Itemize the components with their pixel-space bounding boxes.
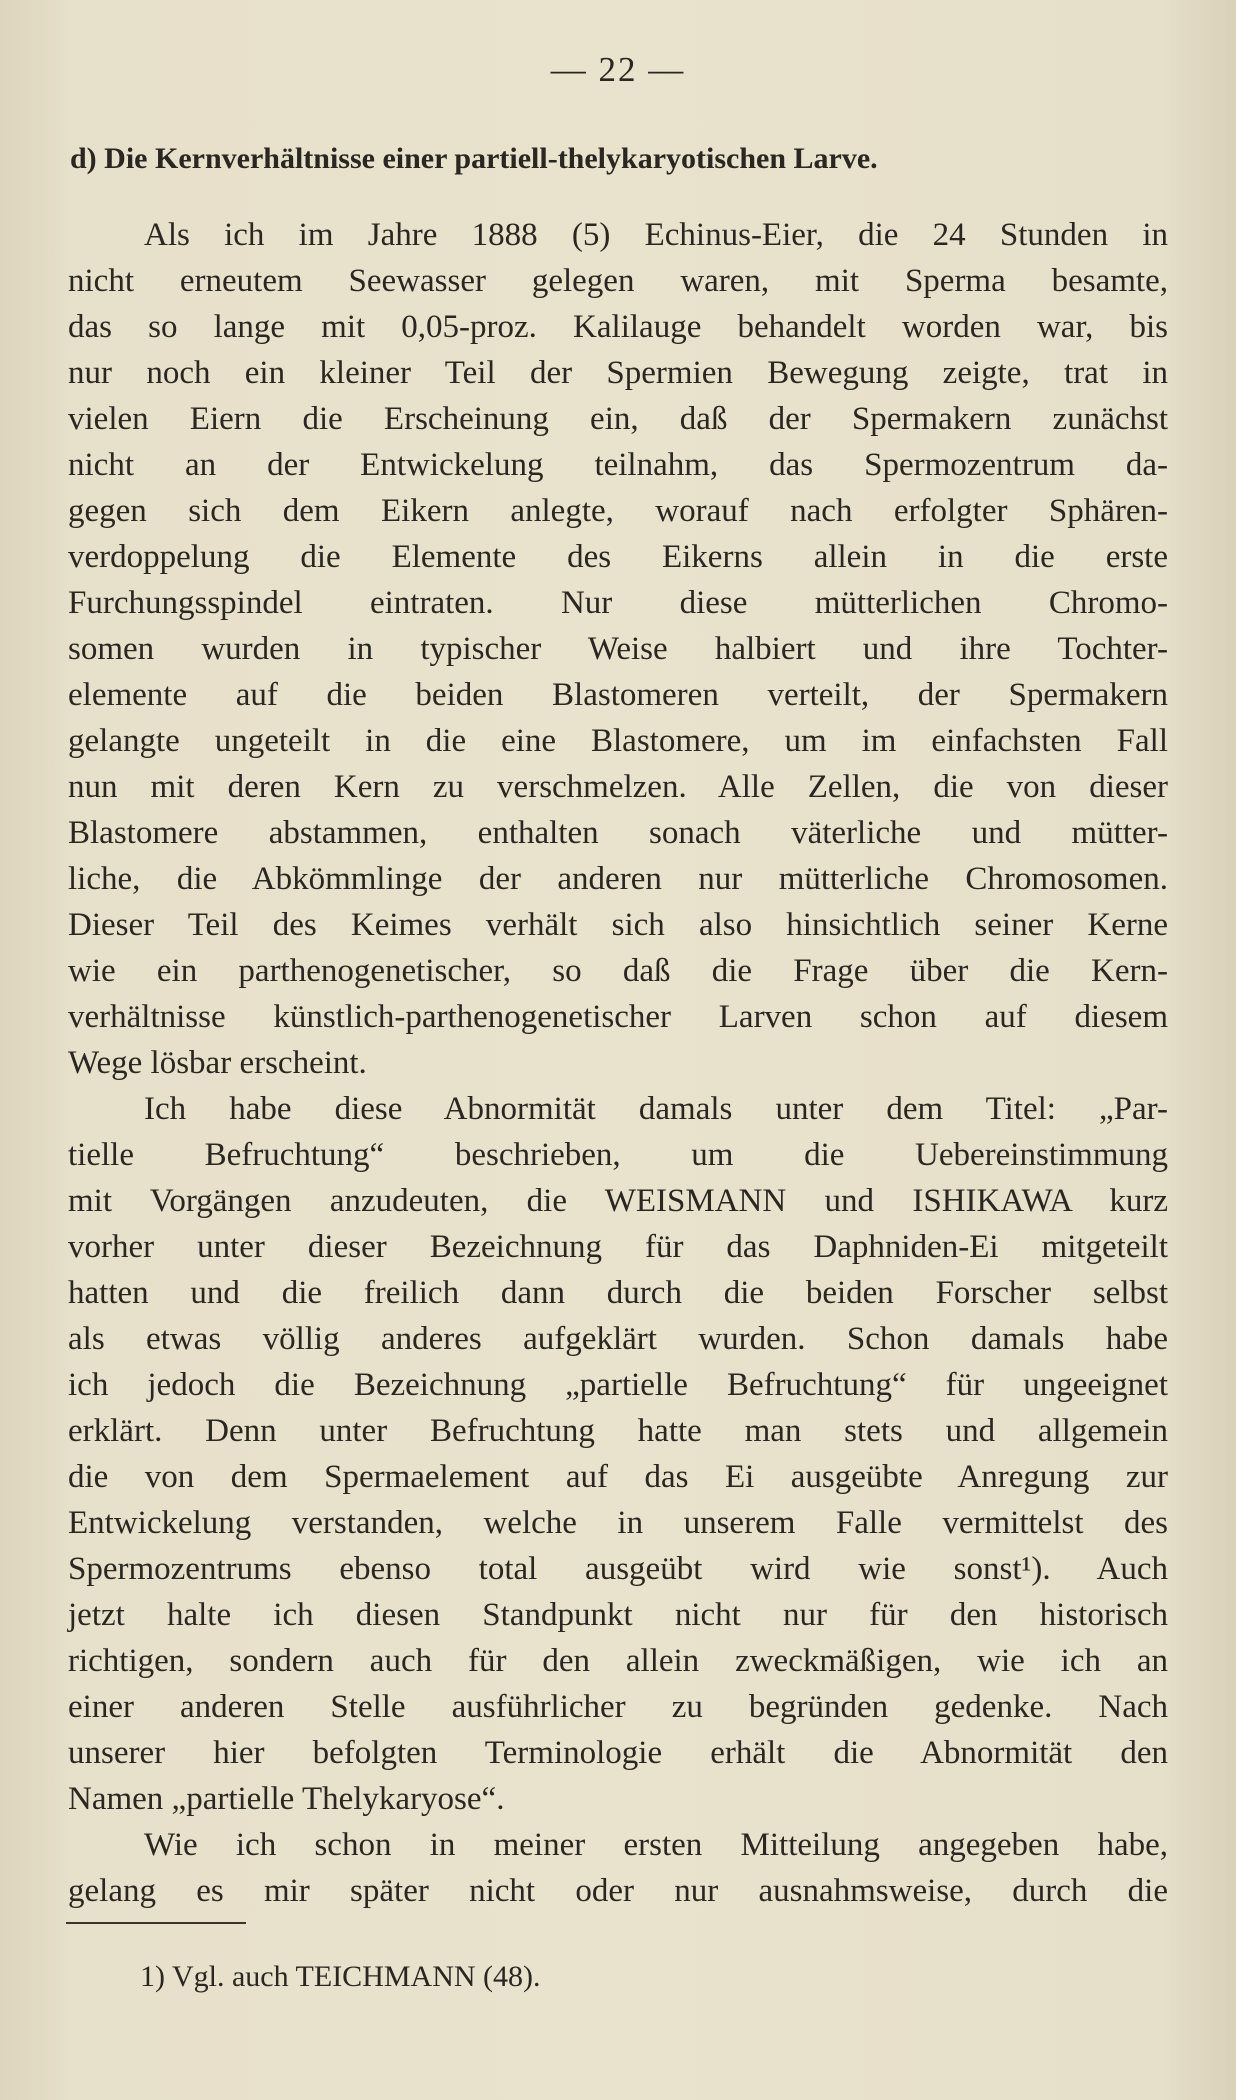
text-line: nicht erneutem Seewasser gelegen waren, mit Sperma besamte,: [68, 263, 1168, 299]
page-number: — 22 —: [550, 50, 686, 89]
text-line: vielen Eiern die Erscheinung ein, daß der Spermakern zunächst: [68, 401, 1168, 437]
text-line: Wie ich schon in meiner ersten Mitteilung angegeben habe,: [144, 1827, 1168, 1863]
text-line: nur noch ein kleiner Teil der Spermien Bewegung zeigte, trat in: [68, 355, 1168, 391]
text-line: richtigen, sondern auch für den allein zweckmäßigen, wie ich an: [68, 1643, 1168, 1679]
text-line: Dieser Teil des Keimes verhält sich also hinsichtlich seiner Kerne: [68, 907, 1168, 943]
text-line: liche, die Abkömmlinge der anderen nur mütterliche Chromosomen.: [68, 861, 1168, 897]
text-line: nun mit deren Kern zu verschmelzen. Alle Zellen, die von dieser: [68, 769, 1168, 805]
text-line: hatten und die freilich dann durch die beiden Forscher selbst: [68, 1275, 1168, 1311]
text-line: jetzt halte ich diesen Standpunkt nicht nur für den historisch: [68, 1597, 1168, 1633]
text-line: erklärt. Denn unter Befruchtung hatte man stets und allgemein: [68, 1413, 1168, 1449]
text-line: einer anderen Stelle ausführlicher zu begründen gedenke. Nach: [68, 1689, 1168, 1725]
text-line: nicht an der Entwickelung teilnahm, das Spermozentrum da-: [68, 447, 1168, 483]
footnote: 1) Vgl. auch TEICHMANN (48).: [140, 1960, 541, 1993]
text-line: Ich habe diese Abnormität damals unter dem Titel: „Par-: [144, 1091, 1168, 1127]
text-line: Wege lösbar erscheint.: [68, 1045, 367, 1081]
text-line: Spermozentrums ebenso total ausgeübt wird wie sonst¹). Auch: [68, 1551, 1168, 1587]
text-line: unserer hier befolgten Terminologie erhält die Abnormität den: [68, 1735, 1168, 1771]
text-line: das so lange mit 0,05-proz. Kalilauge behandelt worden war, bis: [68, 309, 1168, 345]
text-line: wie ein parthenogenetischer, so daß die Frage über die Kern-: [68, 953, 1168, 989]
text-line: elemente auf die beiden Blastomeren verteilt, der Spermakern: [68, 677, 1168, 713]
text-line: Furchungsspindel eintraten. Nur diese mütterlichen Chromo-: [68, 585, 1168, 621]
text-line: verdoppelung die Elemente des Eikerns allein in die erste: [68, 539, 1168, 575]
text-line: tielle Befruchtung“ beschrieben, um die Uebereinstimmung: [68, 1137, 1168, 1173]
text-line: gelangte ungeteilt in die eine Blastomere, um im einfachsten Fall: [68, 723, 1168, 759]
text-line: somen wurden in typischer Weise halbiert und ihre Tochter-: [68, 631, 1168, 667]
text-line: gelang es mir später nicht oder nur ausnahmsweise, durch die: [68, 1873, 1168, 1909]
text-line: vorher unter dieser Bezeichnung für das Daphniden-Ei mitgeteilt: [68, 1229, 1168, 1265]
body-text: [68, 212, 1168, 1914]
section-heading: d) Die Kernverhältnisse einer partiell-thelykaryotischen Larve.: [70, 142, 878, 175]
text-line: ich jedoch die Bezeichnung „partielle Befruchtung“ für ungeeignet: [68, 1367, 1168, 1403]
text-line: Entwickelung verstanden, welche in unserem Falle vermittelst des: [68, 1505, 1168, 1541]
footnote-divider: [66, 1922, 246, 1924]
text-line: Als ich im Jahre 1888 (5) Echinus-Eier, die 24 Stunden in: [144, 217, 1168, 253]
text-line: als etwas völlig anderes aufgeklärt wurden. Schon damals habe: [68, 1321, 1168, 1357]
text-line: verhältnisse künstlich-parthenogenetischer Larven schon auf diesem: [68, 999, 1168, 1035]
text-line: gegen sich dem Eikern anlegte, worauf nach erfolgter Sphären-: [68, 493, 1168, 529]
text-line: die von dem Spermaelement auf das Ei ausgeübte Anregung zur: [68, 1459, 1168, 1495]
text-line: mit Vorgängen anzudeuten, die WEISMANN und ISHIKAWA kurz: [68, 1183, 1168, 1219]
text-line: Namen „partielle Thelykaryose“.: [68, 1781, 505, 1817]
text-line: Blastomere abstammen, enthalten sonach väterliche und mütter-: [68, 815, 1168, 851]
